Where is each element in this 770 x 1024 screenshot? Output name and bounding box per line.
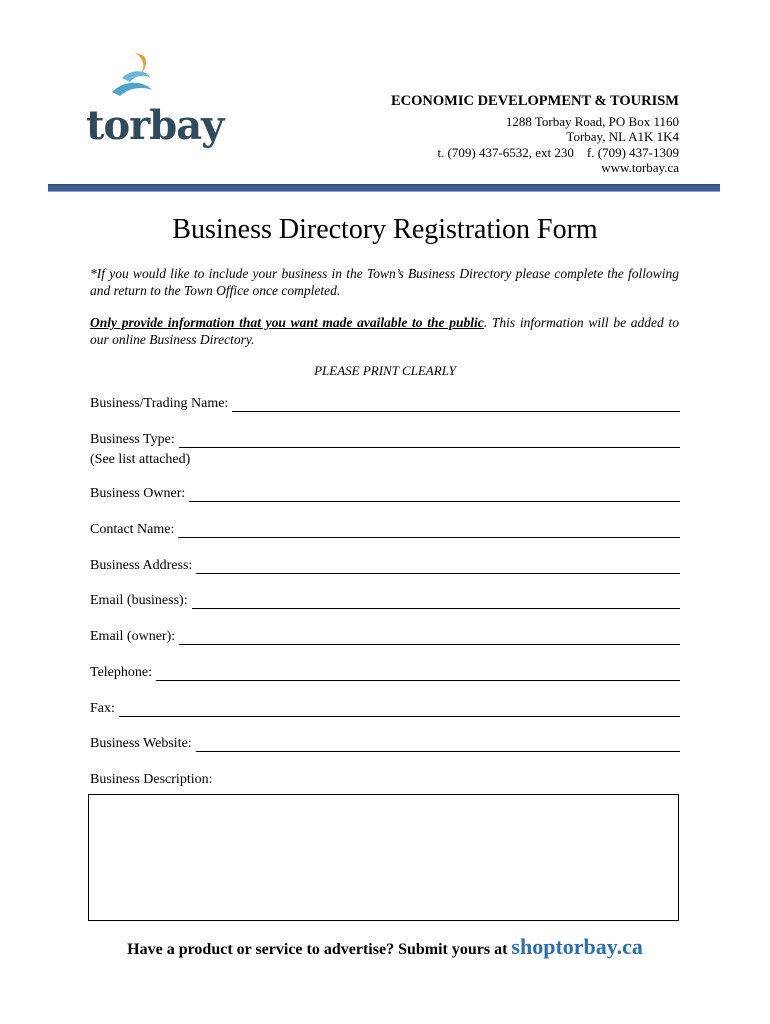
logo-wordmark: torbay	[86, 102, 224, 149]
field-label: Fax:	[90, 701, 115, 716]
footer-promo	[0, 934, 770, 960]
email-business-field	[90, 593, 680, 609]
header-divider	[48, 184, 720, 192]
owner-input[interactable]	[189, 488, 680, 502]
business-type-field	[90, 432, 680, 448]
owner-field	[90, 486, 680, 502]
address-line-1: 1288 Torbay Road, PO Box 1160	[505, 113, 679, 129]
website-input[interactable]	[196, 738, 680, 752]
field-label: Business Owner:	[90, 486, 186, 501]
email-owner-field	[90, 629, 680, 645]
field-label: Business Type:	[90, 432, 175, 447]
privacy-notice-emphasis: Only provide information that you want made available to the public	[90, 315, 484, 330]
fax-field	[90, 701, 680, 717]
contact-input[interactable]	[178, 524, 680, 538]
print-instruction: PLEASE PRINT CLEARLY	[314, 363, 456, 378]
torbay-logo	[82, 48, 222, 158]
phone-fax: t. (709) 437-6532, ext 230 f. (709) 437-1309	[437, 144, 679, 160]
trading-name-input[interactable]	[232, 398, 680, 412]
trading-name-field	[90, 396, 680, 412]
address-line-2: Torbay, NL A1K 1K4	[566, 129, 679, 144]
contact-field	[90, 522, 680, 538]
fax-input[interactable]	[119, 703, 680, 717]
field-label: Contact Name:	[90, 522, 175, 537]
address-field	[90, 558, 680, 574]
org-name: ECONOMIC DEVELOPMENT & TOURISM	[390, 93, 679, 109]
privacy-notice-rest: . This information will be added to our online Business Directory.	[90, 315, 679, 347]
privacy-notice	[90, 314, 679, 348]
business-type-note: (See list attached)	[90, 452, 191, 467]
field-label: Telephone:	[90, 665, 152, 680]
field-label: Email (business):	[90, 593, 188, 608]
telephone-field	[90, 665, 680, 681]
field-label: Business Address:	[90, 558, 193, 573]
org-contact-block	[391, 94, 679, 176]
intro-text: *If you would like to include your business in the Town’s Business Directory please complete the following and return to the Town Office once completed.	[90, 266, 679, 298]
address-input[interactable]	[196, 560, 680, 574]
field-label: Email (owner):	[90, 629, 176, 644]
footer-prompt: Have a product or service to advertise? Submit yours at	[127, 941, 512, 958]
page-title: Business Directory Registration Form	[172, 214, 598, 245]
shoptorbay-link[interactable]: shoptorbay.ca	[511, 934, 643, 959]
website-field	[90, 736, 680, 752]
website-link[interactable]: www.torbay.ca	[601, 160, 679, 175]
telephone-input[interactable]	[156, 667, 680, 681]
field-label: Business/Trading Name:	[90, 396, 229, 411]
description-label: Business Description:	[90, 772, 213, 787]
email-business-input[interactable]	[192, 595, 680, 609]
description-textarea[interactable]	[88, 794, 679, 921]
email-owner-input[interactable]	[179, 631, 680, 645]
business-type-input[interactable]	[179, 434, 680, 448]
field-label: Business Website:	[90, 736, 192, 751]
